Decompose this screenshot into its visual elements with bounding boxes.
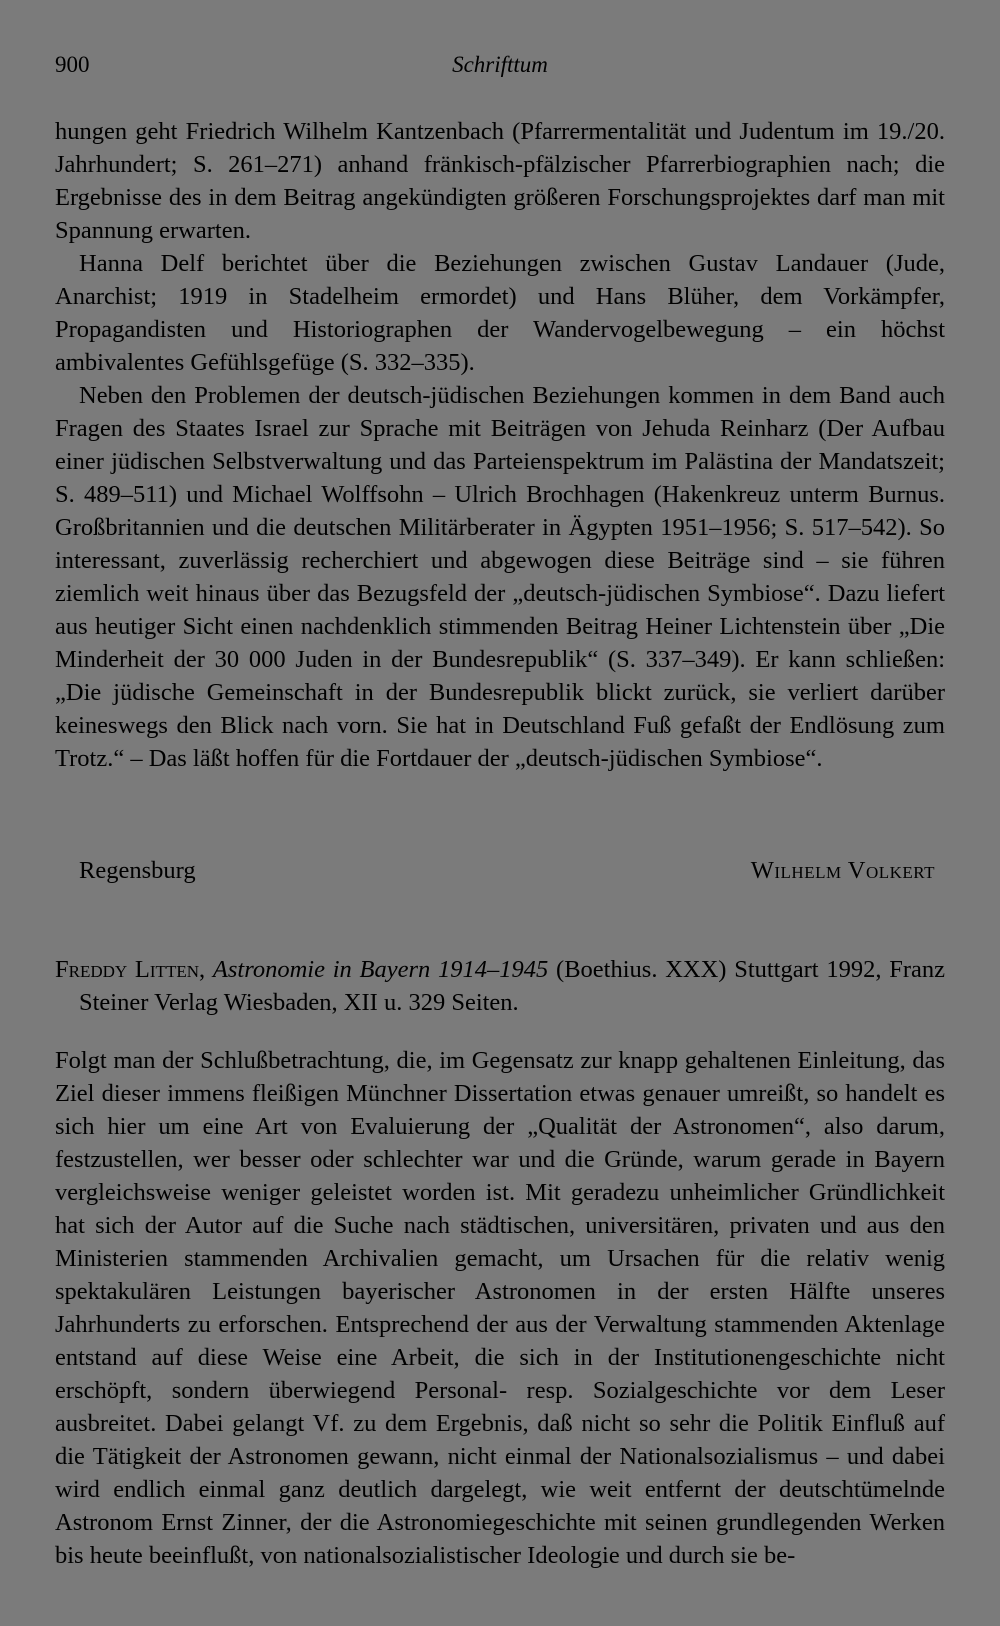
- book-title: Astronomie in Bayern 1914–1945: [212, 956, 549, 983]
- page-header: [55, 52, 945, 86]
- review-entry: [55, 953, 945, 1596]
- page-number: 900: [55, 52, 90, 77]
- signature-reviewer: Wilhelm Volkert: [750, 857, 935, 884]
- bibliographic-heading: [55, 953, 945, 1019]
- paragraph: Hanna Delf berichtet über die Beziehungen zwischen Gustav Landauer (Jude, Anarchist; 1919 in Stadelheim ermordet) und Hans Blüher, dem Vorkämpfer, Propagandisten und Historiographen der Wandervogelbewegung – ein höchst ambivalentes Gefühlsgefüge (S. 332–335).: [55, 250, 945, 376]
- paragraph: hungen geht Friedrich Wilhelm Kantzenbach (Pfarrermentalität und Judentum im 19./20. Jahrhundert; S. 261–271) anhand fränkisch-pfälzischer Pfarrerbiographien nach; die Ergebnisse des in dem Beitrag angekündigten größeren Forschungsprojektes darf man mit Spannung erwarten.: [55, 118, 945, 244]
- bibliographic-details: (Boethius. XXX) Stuttgart 1992, Franz Steiner Verlag Wiesbaden, XII u. 329 Seiten.: [79, 956, 946, 1016]
- review-signature: [55, 854, 935, 887]
- signature-place: Regensburg: [79, 857, 196, 884]
- review-continuation: [55, 115, 945, 775]
- paragraph: Neben den Problemen der deutsch-jüdischen Beziehungen kommen in dem Band auch Fragen des Staates Israel zur Sprache mit Beiträgen von Jehuda Reinharz (Der Aufbau einer jüdischen Selbstverwaltung und das Parteienspektrum im Palästina der Mandatszeit; S. 489–511) und Michael Wolffsohn – Ulrich Brochhagen (Hakenkreuz unterm Burnus. Großbritannien und die deutschen Militärberater in Ägypten 1951–1956; S. 517–542). So interessant, zuverlässig recherchiert und abgewogen diese Beiträge sind – sie führen ziemlich weit hinaus über das Bezugsfeld der „deutsch-jüdischen Symbiose“. Dazu liefert aus heutiger Sicht einen nachdenklich stimmenden Beitrag Heiner Lichtenstein über „Die Minderheit der 30 000 Juden in der Bundesrepublik“ (S. 337–349). Er kann schließen: „Die jüdische Gemeinschaft in der Bundesrepublik blickt zurück, sie verliert darüber keineswegs den Blick nach vorn. Sie hat in Deutschland Fuß gefaßt der Endlösung zum Trotz.“ – Das läßt hoffen für die Fortdauer der „deutsch-jüdischen Symbiose“.: [55, 382, 945, 772]
- review-body: Folgt man der Schlußbetrachtung, die, im Gegensatz zur knapp gehaltenen Einleitung, das Ziel dieser immens fleißigen Münchner Dissertation etwas genauer umreißt, so handelt es sich hier um eine Art von Evaluierung der „Qualität der Astronomen“, also darum, festzustellen, wer besser oder schlechter war und die Gründe, warum gerade in Bayern vergleichsweise weniger geleistet worden ist. Mit geradezu unheimlicher Gründlichkeit hat sich der Autor auf die Suche nach städtischen, universitären, privaten und aus den Ministerien stammenden Archivalien gemacht, um Ursachen für die relativ wenig spektakulären Leistungen bayerischer Astronomen in der ersten Hälfte unseres Jahrhunderts zu erforschen. Entsprechend der aus der Verwaltung stammenden Aktenlage entstand auf diese Weise eine Arbeit, die sich in der Institutionengeschichte nicht erschöpft, sondern überwiegend Personal- resp. Sozialgeschichte vor dem Leser ausbreitet. Dabei gelangt Vf. zu dem Ergebnis, daß nicht so sehr die Politik Einfluß auf die Tätigkeit der Astronomen gewann, nicht einmal der Nationalsozialismus – und dabei wird endlich einmal ganz deutlich dargelegt, wie weit entfernt der deutschtümelnde Astronom Ernst Zinner, der die Astronomiegeschichte mit seinen grundlegenden Werken bis heute beeinflußt, von nationalsozialistischer Ideologie und durch sie be-: [55, 1046, 945, 1569]
- running-title: Schrifttum: [452, 52, 548, 77]
- book-author: Freddy Litten,: [55, 956, 206, 983]
